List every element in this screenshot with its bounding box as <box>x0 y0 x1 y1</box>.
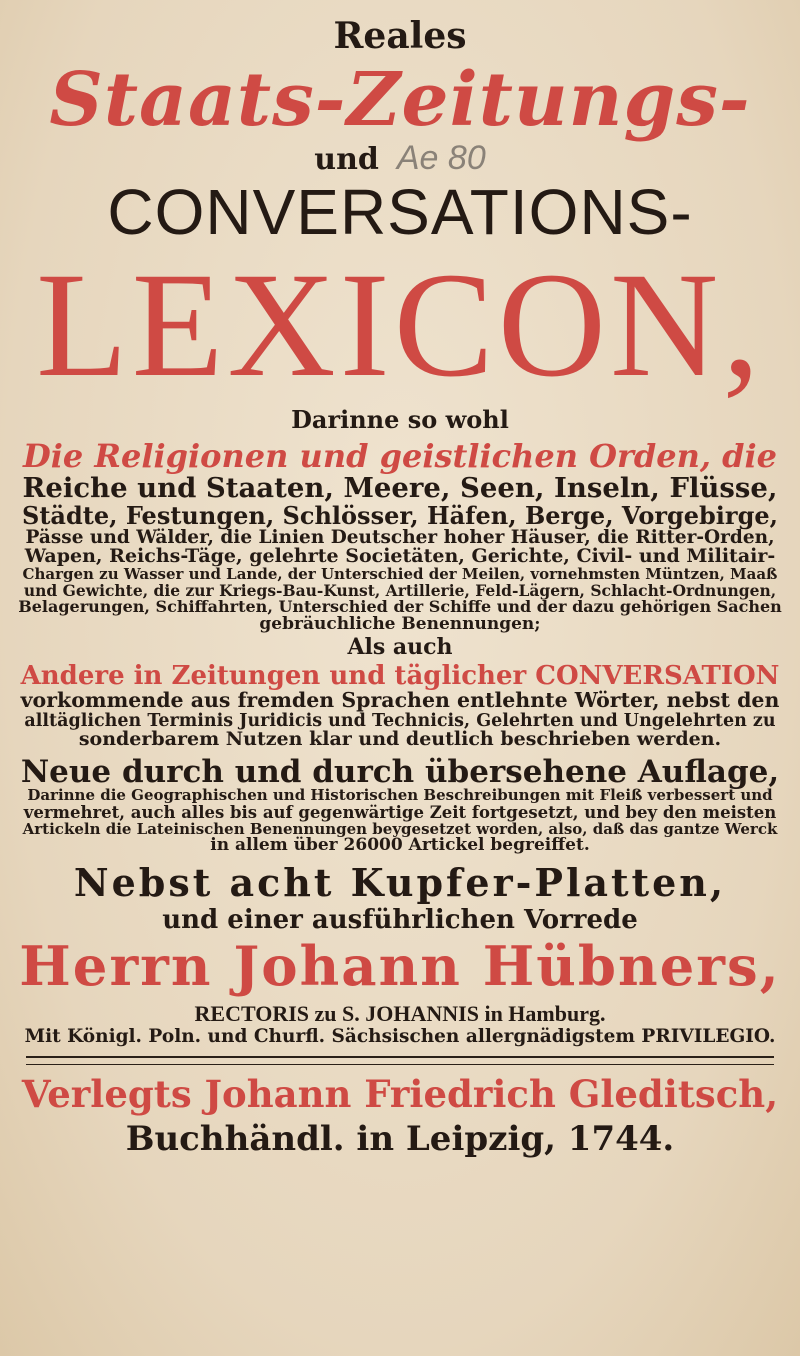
body3-line-1: Darinne die Geographischen und Historischen Beschreibungen mit Fleiß verbessert und <box>27 786 773 805</box>
body-line-5: Wapen, Reichs-Täge, gelehrte Societäten, Gerichte, Civil- und Militair- <box>24 545 776 568</box>
privilegio-line: Mit Königl. Poln. und Churfl. Sächsischen allergnädigstem PRIVILEGIO. <box>24 1025 776 1047</box>
body-line-1: Die Religionen und geistlichen Orden, die <box>22 437 778 476</box>
als-auch-line: Als auch <box>347 633 453 660</box>
title-und-row <box>18 141 782 177</box>
body-line-7: und Gewichte, die zur Kriegs-Bau-Kunst, Artillerie, Feld-Lägern, Schlacht-Ordnungen, <box>23 580 777 600</box>
divider-rule <box>26 1056 774 1058</box>
body-line-6: Chargen zu Wasser und Lande, der Unterschied der Meilen, vornehmsten Müntzen, Maaß <box>22 565 778 584</box>
body3-line-4: in allem über 26000 Artickel begreiffet. <box>210 835 590 856</box>
body3-line-3: Artickeln die Lateinischen Benennungen beygesetzet worden, also, daß das gantze Werck <box>22 819 778 838</box>
neue-auflage-line: Neue durch und durch übersehene Auflage, <box>20 753 780 790</box>
body2-line-1: vorkommende aus fremden Sprachen entlehnte Wörter, nebst den <box>20 688 780 713</box>
title-reales: Reales <box>333 15 467 57</box>
title-lexicon: LEXICON, <box>36 242 764 409</box>
body2-line-3: sonderbarem Nutzen klar und deutlich beschrieben werden. <box>78 728 722 750</box>
andere-line: Andere in Zeitungen und täglicher CONVERSATION <box>20 660 780 691</box>
darinne-line: Darinne so wohl <box>291 404 509 434</box>
body-line-8: Belagerungen, Schiffahrten, Unterschied der Schiffe und der dazu gehörigen Sachen <box>18 597 782 617</box>
nebst-line: Nebst acht Kupfer-Platten, <box>73 860 727 906</box>
body-line-3: Städte, Festungen, Schlösser, Häfen, Berge, Vorgebirge, <box>22 500 778 530</box>
body-line-2: Reiche und Staaten, Meere, Seen, Inseln, Flüsse, <box>22 471 778 504</box>
body-line-4: Pässe und Wälder, die Linien Deutscher hoher Häuser, die Ritter-Orden, <box>25 526 775 548</box>
divider-rule-thin <box>26 1064 774 1065</box>
author-name: Herrn Johann Hübners, <box>19 934 781 999</box>
title-und: und <box>314 142 379 178</box>
publisher-line: Verlegts Johann Friedrich Gleditsch, <box>21 1072 779 1117</box>
rectoris-line: RECTORIS zu S. JOHANNIS in Hamburg. <box>194 1000 606 1026</box>
body-line-9: gebräuchliche Benennungen; <box>259 613 541 634</box>
handwritten-shelfmark: Ae 80 <box>396 139 486 178</box>
imprint-place-date: Buchhändl. in Leipzig, 1744. <box>125 1118 675 1159</box>
title-staats-zeitungs: Staats-Zeitungs- <box>49 56 751 143</box>
title-conversations: CONVERSATIONS- <box>107 176 693 249</box>
body2-line-2: alltäglichen Terminis Juridicis und Technicis, Gelehrten und Ungelehrten zu <box>24 710 776 731</box>
vorrede-line: und einer ausführlichen Vorrede <box>162 905 638 936</box>
body3-line-2: vermehret, auch alles bis auf gegenwärtige Zeit fortgesetzt, und bey den meisten <box>23 803 777 823</box>
